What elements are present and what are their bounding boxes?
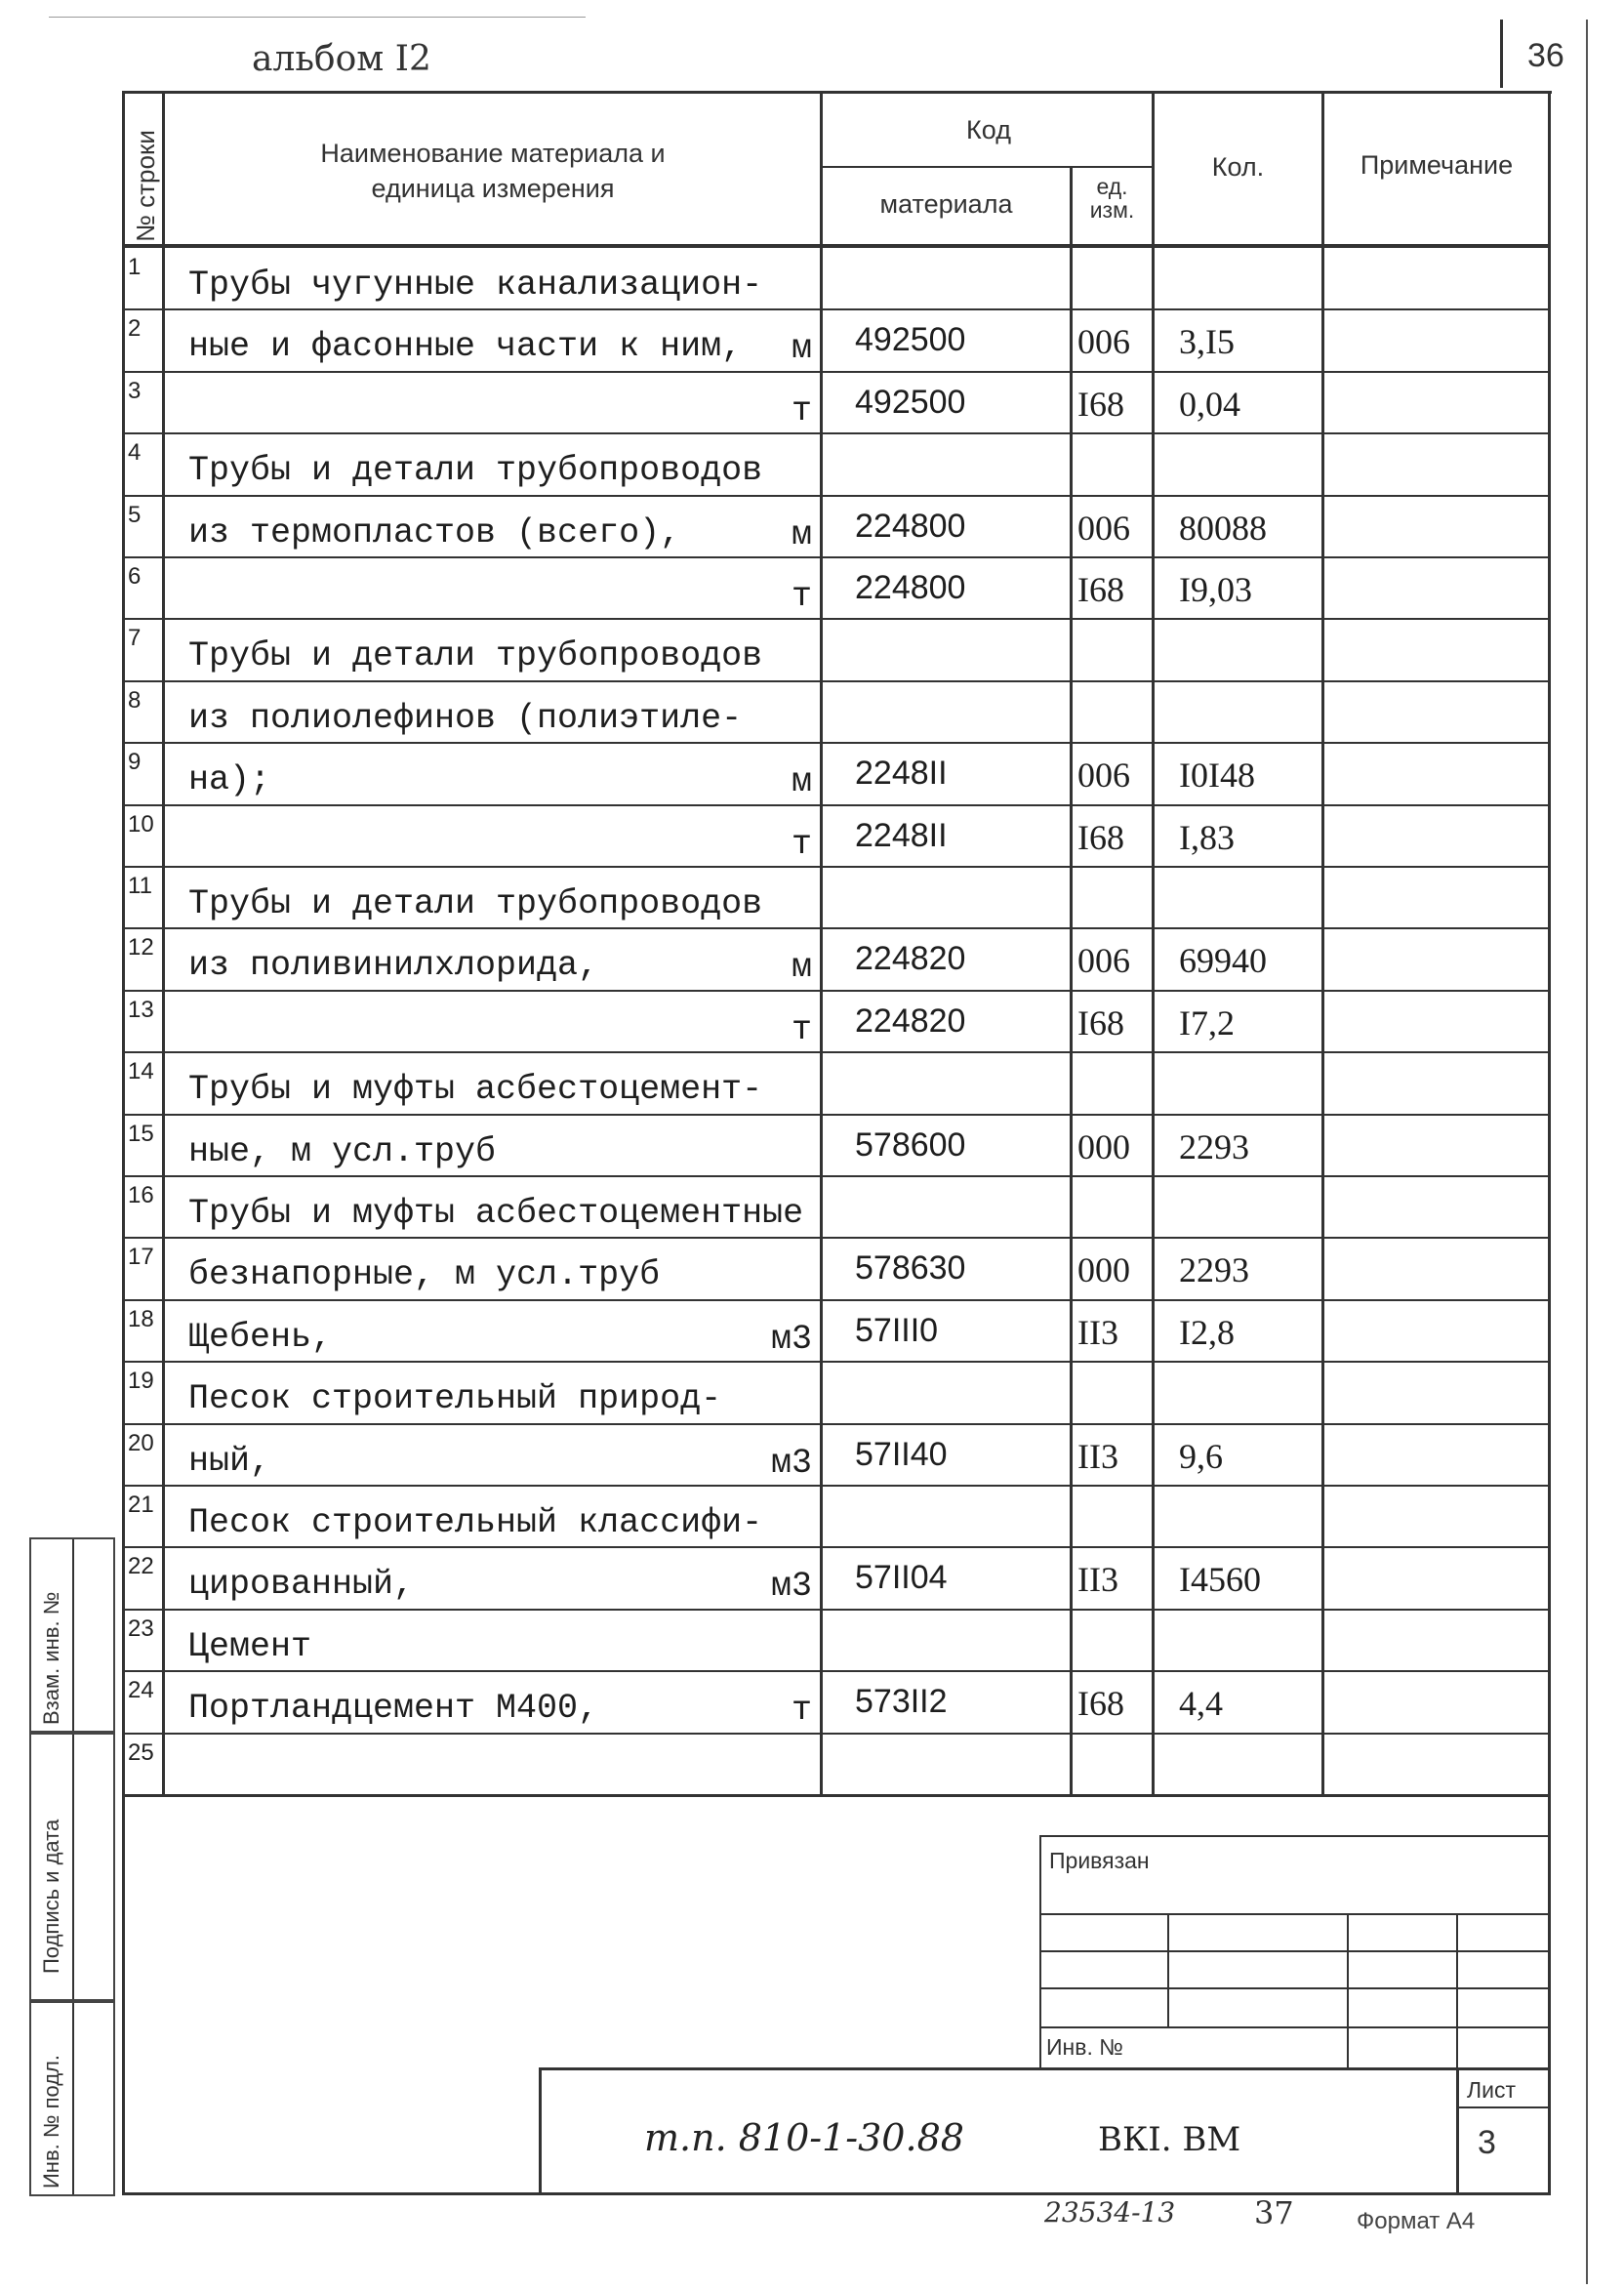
row-number: 23	[128, 1615, 154, 1642]
row-number: 6	[128, 563, 142, 590]
row-number: 17	[128, 1244, 154, 1271]
row-number: 20	[128, 1429, 154, 1456]
row-unit: т	[791, 390, 812, 430]
row-material-code: 492500	[855, 321, 966, 359]
footer-archive-no: 23534-13	[1044, 2196, 1176, 2229]
row-unit-code: 006	[1077, 941, 1130, 981]
row-unit: т	[791, 824, 812, 864]
row-number: 9	[128, 749, 142, 776]
row-unit-code: I68	[1077, 570, 1124, 609]
row-unit: т	[791, 577, 812, 616]
row-number: 25	[128, 1738, 154, 1766]
row-name: ный,	[188, 1441, 271, 1481]
row-name: из поливинилхлорида,	[188, 946, 599, 986]
row-unit-code: II3	[1077, 1312, 1118, 1352]
row-quantity: 4,4	[1179, 1684, 1223, 1724]
stamp-doc-code: т.п. 810-1-30.88	[644, 2116, 964, 2159]
col-name-header-line2: единица измерения	[371, 174, 615, 203]
row-material-code: 57II40	[855, 1435, 948, 1473]
row-unit-code: 000	[1077, 1250, 1130, 1290]
side-box-inv-podl	[29, 2001, 115, 2196]
row-quantity: I,83	[1179, 817, 1235, 857]
row-material-code: 578630	[855, 1249, 966, 1288]
page-number: 36	[1527, 37, 1564, 74]
row-unit: м	[791, 762, 812, 802]
row-quantity: I0I48	[1179, 756, 1255, 796]
row-material-code: 492500	[855, 383, 966, 421]
col-rownum-header: № строки	[131, 130, 160, 242]
row-number: 1	[128, 254, 142, 280]
side-label-podpis: Подпись и дата	[39, 1819, 63, 1974]
row-material-code: 224820	[855, 940, 966, 978]
row-unit: т	[791, 1009, 812, 1049]
stamp-privyazan: Привязан	[1049, 1848, 1150, 1873]
footer-page: 37	[1254, 2194, 1294, 2231]
side-box-podpis	[29, 1733, 115, 2001]
row-name: из термопластов (всего),	[188, 512, 681, 552]
row-name: на);	[188, 760, 271, 800]
row-unit: м	[791, 329, 812, 369]
row-unit-code: I68	[1077, 817, 1124, 857]
col-unit-header-line1: ед.	[1096, 174, 1128, 199]
row-unit-code: I68	[1077, 1002, 1124, 1043]
row-unit: т	[791, 1691, 812, 1731]
row-material-code: 2248II	[855, 755, 948, 793]
row-quantity: 69940	[1179, 941, 1267, 981]
row-number: 10	[128, 810, 154, 838]
row-number: 4	[128, 439, 142, 467]
row-quantity: 3,I5	[1179, 322, 1235, 362]
row-unit: м3	[770, 1443, 812, 1483]
row-material-code: 573II2	[855, 1683, 948, 1721]
col-qty-header: Кол.	[1211, 152, 1265, 182]
row-quantity: 9,6	[1179, 1436, 1223, 1476]
col-note-header: Примечание	[1360, 150, 1514, 180]
row-number: 18	[128, 1305, 154, 1332]
row-quantity: I4560	[1179, 1560, 1261, 1600]
row-unit-code: I68	[1077, 384, 1124, 424]
stamp-inv-no: Инв. №	[1046, 2034, 1123, 2060]
row-material-code: 578600	[855, 1125, 966, 1164]
row-name: цированный,	[188, 1565, 415, 1605]
row-quantity: I7,2	[1179, 1002, 1235, 1043]
row-material-code: 224820	[855, 1002, 966, 1040]
row-quantity: 0,04	[1179, 384, 1240, 424]
row-name: Трубы и муфты асбестоцементные	[188, 1194, 804, 1233]
row-number: 7	[128, 625, 142, 652]
row-name: безнапорные, м усл.труб	[188, 1255, 661, 1295]
row-number: 3	[128, 377, 142, 404]
row-quantity: 2293	[1179, 1250, 1249, 1290]
row-number: 2	[128, 315, 142, 343]
side-label-inv-podl: Инв. № подл.	[39, 2054, 63, 2188]
row-unit: м	[791, 948, 812, 988]
row-name: Трубы чугунные канализацион-	[188, 266, 763, 305]
row-material-code: 224800	[855, 569, 966, 606]
row-number: 12	[128, 934, 154, 961]
row-name: ные, м усл.труб	[188, 1131, 497, 1171]
row-name: Песок строительный природ-	[188, 1379, 722, 1419]
row-unit-code: 000	[1077, 1126, 1130, 1166]
stamp-list-label: Лист	[1467, 2077, 1516, 2103]
row-quantity: I2,8	[1179, 1312, 1235, 1352]
row-name: Цемент	[188, 1626, 312, 1666]
row-number: 16	[128, 1182, 154, 1208]
side-label-vzam: Взам. инв. №	[39, 1591, 63, 1725]
side-box-vzam	[29, 1537, 115, 1733]
row-quantity: 2293	[1179, 1126, 1249, 1166]
row-name: Трубы и детали трубопроводов	[188, 884, 763, 923]
row-name: из полиолефинов (полиэтиле-	[188, 698, 743, 738]
row-material-code: 57II04	[855, 1559, 948, 1597]
row-name: ные и фасонные части к ним,	[188, 327, 743, 367]
stamp-list-no: 3	[1478, 2124, 1496, 2161]
row-number: 13	[128, 996, 154, 1023]
row-name: Трубы и муфты асбестоцемент-	[188, 1070, 763, 1110]
row-name: Трубы и детали трубопроводов	[188, 451, 763, 491]
stamp-doc-mark: ВКI. ВМ	[1098, 2120, 1241, 2159]
row-unit: м	[791, 514, 812, 554]
footer-format: Формат А4	[1357, 2208, 1476, 2234]
row-number: 24	[128, 1677, 154, 1704]
row-number: 21	[128, 1492, 154, 1518]
col-name-header-line1: Наименование материала и	[320, 139, 666, 168]
row-unit-code: 006	[1077, 508, 1130, 548]
row-number: 19	[128, 1368, 154, 1395]
col-material-header: материала	[879, 189, 1013, 219]
row-unit-code: 006	[1077, 322, 1130, 362]
album-title: альбом I2	[252, 39, 431, 79]
row-name: Щебень,	[188, 1317, 333, 1357]
row-unit: м3	[770, 1319, 812, 1359]
row-number: 5	[128, 501, 142, 528]
row-unit-code: II3	[1077, 1560, 1118, 1600]
col-unit-header-line2: изм.	[1089, 197, 1135, 223]
row-number: 15	[128, 1120, 154, 1147]
row-material-code: 224800	[855, 507, 966, 545]
row-material-code: 57III0	[855, 1311, 939, 1349]
row-number: 14	[128, 1058, 154, 1085]
row-number: 8	[128, 686, 142, 714]
row-unit: м3	[770, 1567, 812, 1607]
row-number: 11	[128, 873, 152, 899]
row-quantity: 80088	[1179, 508, 1267, 548]
row-name: Песок строительный классифи-	[188, 1503, 763, 1542]
row-unit-code: I68	[1077, 1684, 1124, 1724]
row-material-code: 2248II	[855, 816, 948, 854]
row-unit-code: 006	[1077, 756, 1130, 796]
row-quantity: I9,03	[1179, 570, 1252, 609]
row-name: Трубы и детали трубопроводов	[188, 636, 763, 676]
row-unit-code: II3	[1077, 1436, 1118, 1476]
row-name: Портландцемент М400,	[188, 1689, 599, 1729]
col-code-header: Код	[966, 115, 1011, 144]
row-number: 22	[128, 1553, 154, 1580]
